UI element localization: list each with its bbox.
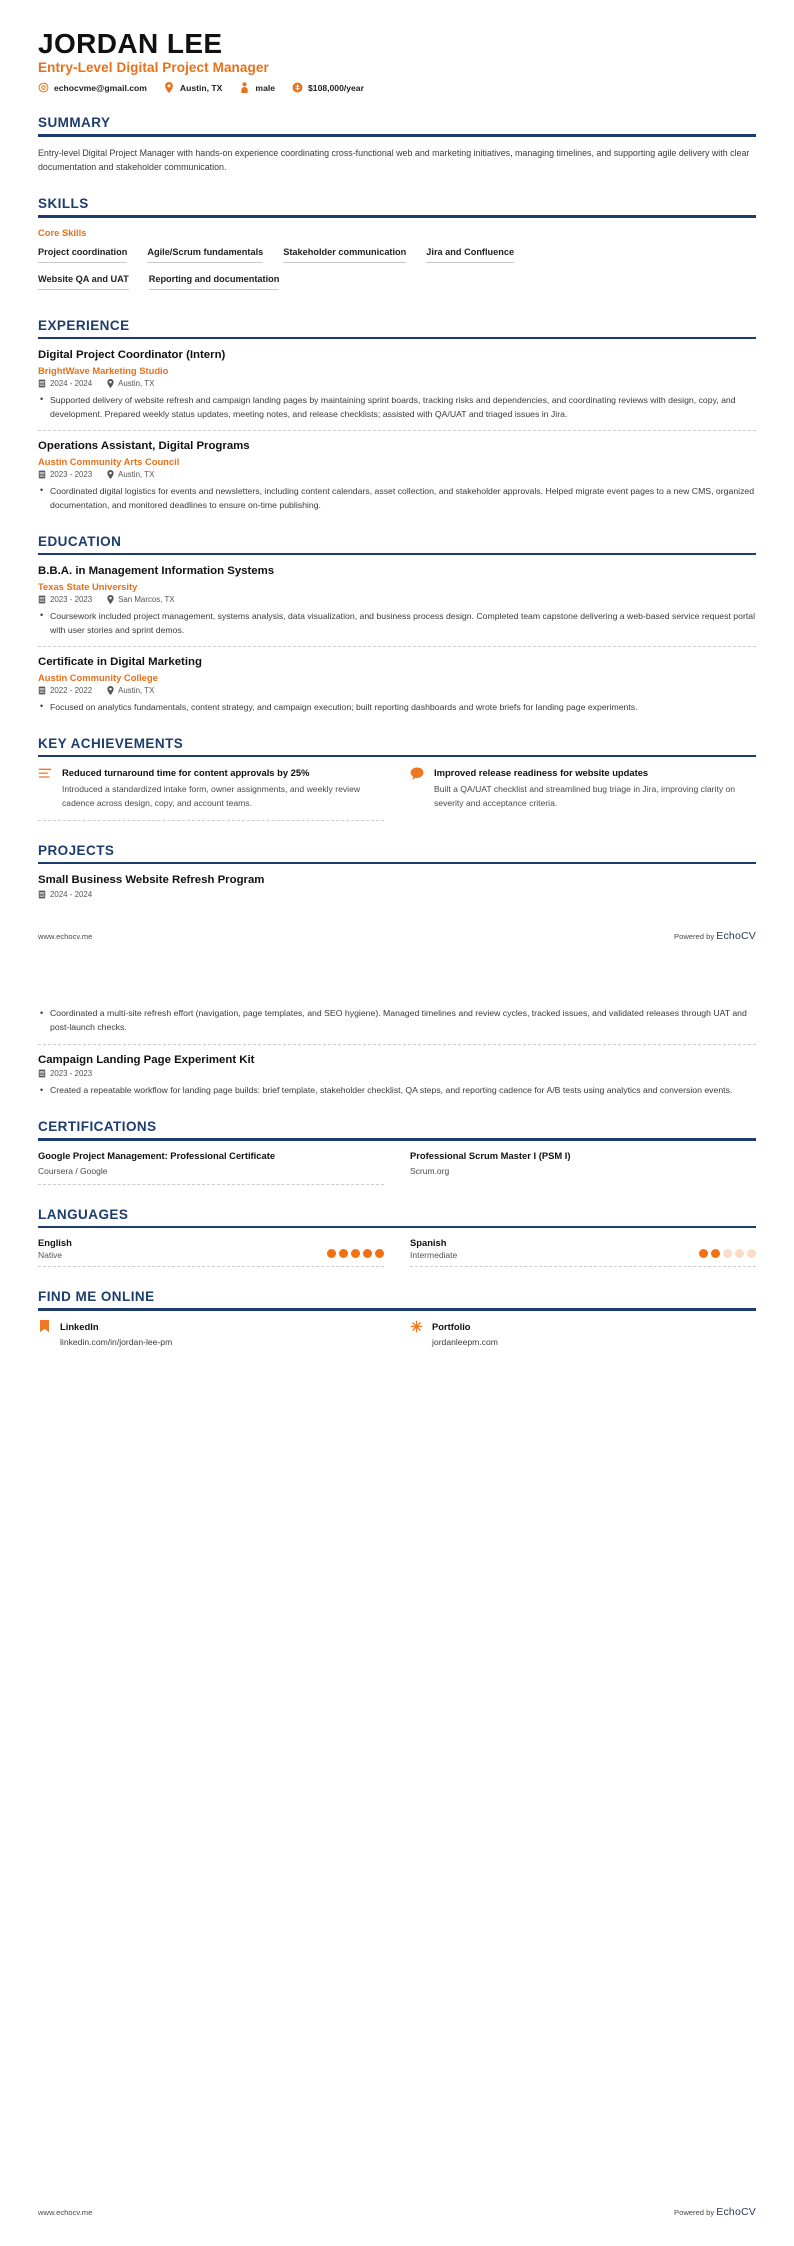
proficiency-dot [723,1249,732,1258]
section-title-key-achievements: KEY ACHIEVEMENTS [38,735,184,751]
footer-site: www.echocv.me [38,932,93,942]
calendar-icon [38,379,46,388]
bullet: • Coursework included project management, systems analysis, data visualization, and business process design. Completed team capstone delivering a web-based service request portal with user stories and sprint demos. [38,609,756,637]
speech-bubble-icon [410,766,425,811]
education-bullets [38,700,756,714]
section-rule [38,553,756,555]
skills-rows [38,244,756,296]
section-rule [38,337,756,339]
contact-salary [292,82,364,93]
skills-row [38,244,756,269]
contact-location-value: Austin, TX [179,82,223,93]
certification-item [38,1150,384,1186]
language-text [410,1237,457,1260]
online-column [410,1320,756,1347]
achievement-body [62,766,384,811]
language-item [410,1237,756,1267]
language-name: English [38,1237,72,1249]
certifications-column [38,1150,384,1186]
contact-row [38,82,756,93]
online-grid [38,1320,756,1347]
education-entry [38,564,756,647]
experience-location: Austin, TX [118,469,155,479]
contact-salary-value: $108,000/year [308,82,364,93]
education-school: Texas State University [38,580,138,592]
education-bullets [38,609,756,637]
project-name: Small Business Website Refresh Program [38,874,265,887]
calendar-icon [38,1069,46,1078]
contact-location [164,82,223,93]
achievement-item [38,766,384,821]
location-pin-icon [106,379,114,388]
contact-email-value: echocvme@gmail.com [54,82,147,93]
experience-location: Austin, TX [118,378,155,388]
online-label: LinkedIn [60,1320,99,1332]
experience-meta [38,379,756,388]
calendar-icon [38,890,46,899]
section-experience [0,318,794,512]
experience-company: BrightWave Marketing Studio [38,364,169,376]
skills-group-label: Core Skills [38,226,87,238]
languages-column [38,1237,384,1267]
proficiency-dot [699,1249,708,1258]
achievement-title: Improved release readiness for website updates [434,767,649,779]
summary-text: Entry-level Digital Project Manager with hands-on experience coordinating cross-functional web and marketing initiatives, managing timelines, and supporting agile delivery with clear documentation and stakeholder communication. [38,147,750,172]
proficiency-dot [363,1249,372,1258]
calendar-icon [38,595,46,604]
section-rule [38,1226,756,1228]
section-title-certifications: CERTIFICATIONS [38,1119,157,1135]
achievement-title: Reduced turnaround time for content approvals by 25% [62,767,310,779]
section-rule [38,755,756,757]
proficiency-dot [327,1249,336,1258]
achievement-item [410,766,756,820]
education-location: San Marcos, TX [118,594,175,604]
page-footer [0,2206,794,2218]
candidate-name: JORDAN LEE [38,28,223,59]
education-entry [38,655,756,714]
location-pin-icon [106,686,114,695]
bullet: • Supported delivery of website refresh and campaign landing pages by maintaining sprint boards, tracking risks and dependencies, and coordinating reviews with design, copy, and development. Prepared weekly status updates, meeting notes, and release checklists; assisted with QA/UAT and triaged issues in Jira. [38,393,756,421]
project-bullets [38,1083,756,1097]
project-entry [38,1006,756,1044]
experience-dates: 2024 - 2024 [50,378,93,388]
proficiency-dot [375,1249,384,1258]
proficiency-dot [747,1249,756,1258]
section-education [0,534,794,714]
bullet: • Focused on analytics fundamentals, content strategy, and campaign execution; built reporting dashboards and wrote briefs for landing page experiments. [38,700,756,714]
language-level: Intermediate [410,1250,458,1261]
online-item-portfolio[interactable] [410,1320,756,1333]
proficiency-dot [339,1249,348,1258]
project-bullets [38,1006,756,1034]
achievement-description: Introduced a standardized intake form, owner assignments, and weekly review cadence across design, copy, and account teams. [62,784,361,809]
location-pin-icon [164,82,175,93]
achievements-grid [38,766,756,821]
certification-item [410,1150,756,1185]
experience-meta [38,470,756,479]
section-rule [38,215,756,217]
skill-chip: Jira and Confluence [426,244,514,263]
section-certifications [0,1119,794,1185]
experience-dates: 2023 - 2023 [50,469,93,479]
certifications-column [410,1150,756,1186]
bullet: • Coordinated digital logistics for events and newsletters, including content calendars, asset collection, and stakeholder approvals. Helped migrate event pages to a new CMS, organized documentation, and monitored deadlines to ensure on-time publishing. [38,484,756,512]
language-name: Spanish [410,1237,447,1249]
proficiency-dot [351,1249,360,1258]
education-school: Austin Community College [38,671,158,683]
footer-powered-by: Powered by [674,2208,715,2217]
person-icon [239,82,250,93]
project-dates: 2023 - 2023 [50,1069,93,1079]
salary-coin-icon [292,82,303,93]
page-break-spacer [0,904,794,930]
section-find-me-online [0,1289,794,1346]
certification-issuer: Coursera / Google [38,1166,108,1177]
section-title-summary: SUMMARY [38,115,111,131]
project-meta [38,1069,756,1078]
language-proficiency-dots [327,1249,384,1260]
language-text [38,1237,72,1260]
page-break-gap [0,942,794,1006]
skills-row [38,271,756,296]
experience-role: Digital Project Coordinator (Intern) [38,348,226,361]
bullet: • Created a repeatable workflow for landing page builds: brief template, stakeholder checklist, QA steps, and reporting cadence for A/B tests using analytics and conversion events. [38,1083,756,1097]
achievement-body [434,766,756,811]
section-summary [0,115,794,174]
education-meta [38,686,756,695]
skill-chip: Stakeholder communication [283,244,406,263]
section-rule [38,862,756,864]
calendar-icon [38,470,46,479]
experience-bullets [38,393,756,421]
skill-chip: Reporting and documentation [149,271,280,290]
footer-brand [674,2206,756,2218]
section-projects [0,843,794,899]
section-title-languages: LANGUAGES [38,1207,129,1223]
section-title-skills: SKILLS [38,196,89,212]
section-rule [38,1308,756,1310]
experience-bullets [38,484,756,512]
experience-entry [38,439,756,512]
skill-chip: Project coordination [38,244,127,263]
project-meta [38,890,756,899]
footer-brand-name: EchoCV [716,2206,756,2218]
project-dates: 2024 - 2024 [50,890,93,900]
online-url[interactable]: linkedin.com/in/jordan-lee-pm [60,1336,173,1347]
section-rule [38,134,756,136]
portfolio-star-icon [410,1320,423,1333]
language-proficiency-dots [699,1249,756,1260]
footer-brand [674,930,756,942]
project-name: Campaign Landing Page Experiment Kit [38,1053,255,1066]
project-entry [38,1053,756,1098]
list-lines-icon [38,766,53,811]
location-pin-icon [106,595,114,604]
section-title-education: EDUCATION [38,533,122,549]
skill-chip: Website QA and UAT [38,271,129,290]
skill-chip: Agile/Scrum fundamentals [147,244,263,263]
proficiency-dot [735,1249,744,1258]
education-degree: B.B.A. in Management Information Systems [38,564,275,577]
achievement-description: Built a QA/UAT checklist and streamlined bug triage in Jira, improving clarity on severity and acceptance criteria. [434,784,736,809]
email-icon [38,82,49,93]
footer-brand-name: EchoCV [716,930,756,943]
footer-site: www.echocv.me [38,2208,93,2217]
footer-powered-by: Powered by [674,932,715,942]
languages-column [410,1237,756,1267]
online-column [38,1320,384,1347]
calendar-icon [38,686,46,695]
certification-issuer: Scrum.org [410,1166,450,1177]
contact-email [38,82,147,93]
project-entry-header [38,873,756,899]
location-pin-icon [106,470,114,479]
section-skills [0,196,794,295]
contact-gender-value: male [255,82,276,93]
achievements-column [410,766,756,821]
experience-entry [38,348,756,431]
education-dates: 2022 - 2022 [50,685,93,695]
language-item [38,1237,384,1267]
experience-role: Operations Assistant, Digital Programs [38,439,250,452]
bullet: • Coordinated a multi-site refresh effort (navigation, page templates, and SEO hygiene). Managed timelines and review cycles, tracked issues, and validated releases through UAT and post-launch checks. [38,1006,756,1034]
section-languages [0,1207,794,1267]
section-title-experience: EXPERIENCE [38,317,130,333]
experience-company: Austin Community Arts Council [38,455,180,467]
online-url[interactable]: jordanleepm.com [432,1336,498,1347]
section-key-achievements [0,736,794,821]
candidate-headline: Entry-Level Digital Project Manager [38,60,269,76]
language-level: Native [38,1250,63,1261]
section-rule [38,1138,756,1140]
online-item-linkedin[interactable] [38,1320,384,1333]
education-degree: Certificate in Digital Marketing [38,656,202,668]
education-location: Austin, TX [118,685,155,695]
languages-grid [38,1237,756,1267]
proficiency-dot [711,1249,720,1258]
page-footer [0,930,794,942]
certification-name: Professional Scrum Master I (PSM I) [410,1149,571,1161]
online-label: Portfolio [432,1320,471,1332]
page-footer-bottom-wrap [0,2206,794,2218]
resume-header [0,0,794,93]
education-meta [38,595,756,604]
certification-name: Google Project Management: Professional Certificate [38,1149,276,1161]
education-dates: 2023 - 2023 [50,594,93,604]
linkedin-bookmark-icon [38,1320,51,1333]
section-title-find-me-online: FIND ME ONLINE [38,1289,155,1305]
contact-gender [239,82,275,93]
section-title-projects: PROJECTS [38,843,115,859]
section-projects-continued [0,1006,794,1097]
certifications-grid [38,1150,756,1186]
achievements-column [38,766,384,821]
